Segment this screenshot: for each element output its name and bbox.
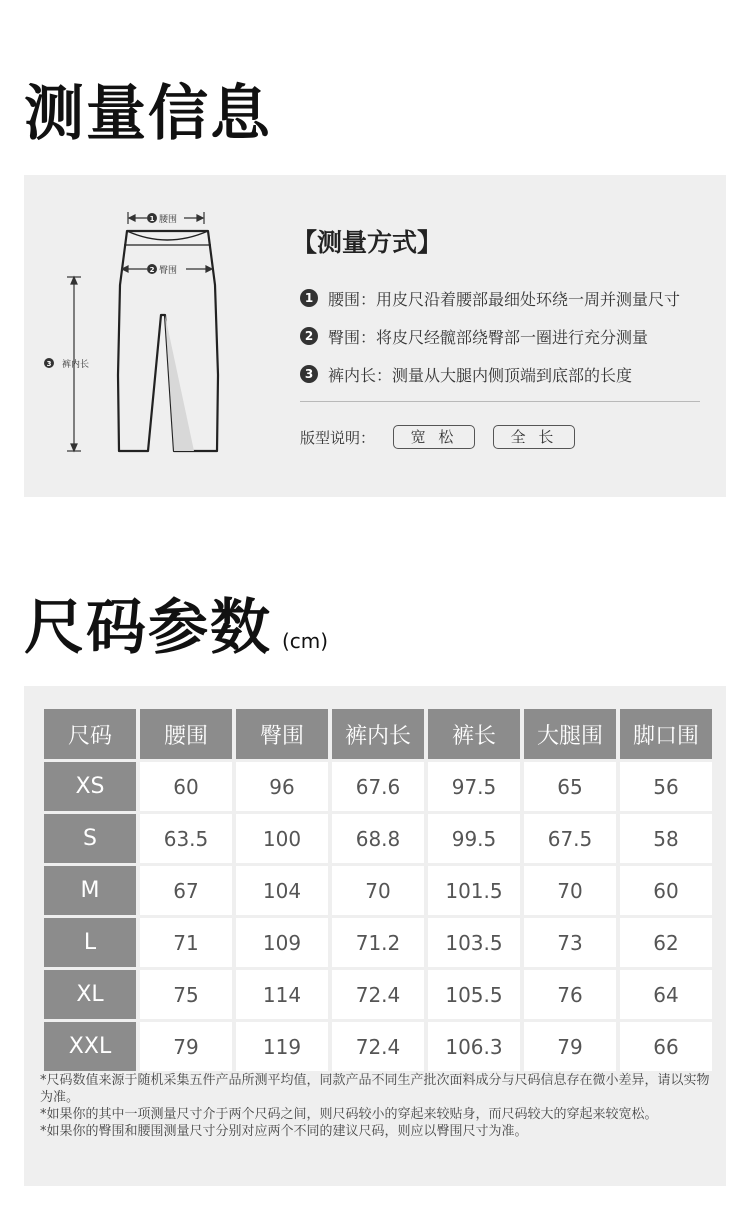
table-cell: 119 — [236, 1022, 328, 1071]
header-size: 尺码 — [44, 709, 136, 759]
table-cell: 73 — [524, 918, 616, 967]
measure-info-title: 测量信息 — [24, 79, 272, 149]
header-length: 裤长 — [428, 709, 520, 759]
fit-tag-full-length: 全 长 — [493, 425, 575, 449]
method-item-waist — [300, 279, 680, 317]
table-cell: 66 — [620, 1022, 712, 1071]
table-cell: 96 — [236, 762, 328, 811]
table-cell: 105.5 — [428, 970, 520, 1019]
unit-label: (cm) — [282, 629, 329, 653]
size-cell: M — [44, 866, 136, 915]
table-cell: 72.4 — [332, 1022, 424, 1071]
table-cell: 79 — [140, 1022, 232, 1071]
svg-text:3: 3 — [46, 360, 52, 368]
divider — [300, 401, 700, 402]
table-cell: 71.2 — [332, 918, 424, 967]
table-cell: 109 — [236, 918, 328, 967]
table-cell: 62 — [620, 918, 712, 967]
table-row — [44, 866, 712, 915]
size-cell: L — [44, 918, 136, 967]
note-item: *如果你的其中一项测量尺寸介于两个尺码之间，则尺码较小的穿起来较贴身，而尺码较大的穿起来较宽松。 — [40, 1107, 658, 1122]
fit-description — [300, 425, 575, 449]
table-cell: 67.5 — [524, 814, 616, 863]
number-3-icon: 3 — [300, 365, 318, 383]
table-cell: 64 — [620, 970, 712, 1019]
table-row — [44, 1022, 712, 1071]
method-text: 臀围：将皮尺经髋部绕臀部一圈进行充分测量 — [328, 327, 649, 347]
table-row — [44, 762, 712, 811]
svg-text:2: 2 — [149, 266, 155, 274]
table-cell: 67 — [140, 866, 232, 915]
note-item: *如果你的臀围和腰围测量尺寸分别对应两个不同的建议尺码，则应以臀围尺寸为准。 — [40, 1124, 528, 1139]
fit-label: 版型说明： — [300, 428, 376, 447]
table-row — [44, 970, 712, 1019]
table-cell: 99.5 — [428, 814, 520, 863]
table-cell: 106.3 — [428, 1022, 520, 1071]
table-cell: 104 — [236, 866, 328, 915]
method-text: 裤内长：测量从大腿内侧顶端到底部的长度 — [328, 365, 633, 385]
table-cell: 103.5 — [428, 918, 520, 967]
table-cell: 60 — [620, 866, 712, 915]
header-hip: 臀围 — [236, 709, 328, 759]
method-item-inseam — [300, 355, 680, 393]
size-cell: XL — [44, 970, 136, 1019]
number-1-icon: 1 — [300, 289, 318, 307]
number-2-icon: 2 — [300, 327, 318, 345]
method-item-hip — [300, 317, 680, 355]
waist-label: 腰围 — [159, 215, 178, 225]
method-title: 【测量方式】 — [292, 228, 443, 257]
hip-label: 臀围 — [159, 266, 178, 276]
note-item: *尺码数值来源于随机采集五件产品所测平均值，同款产品不同生产批次面料成分与尺码信息存在微小差异，请以实物为准。 — [40, 1073, 710, 1105]
table-cell: 76 — [524, 970, 616, 1019]
header-inseam: 裤内长 — [332, 709, 424, 759]
table-cell: 70 — [524, 866, 616, 915]
table-cell: 56 — [620, 762, 712, 811]
measure-panel — [24, 175, 726, 497]
size-cell: XS — [44, 762, 136, 811]
table-cell: 65 — [524, 762, 616, 811]
size-params-title — [24, 593, 329, 663]
table-cell: 75 — [140, 970, 232, 1019]
table-cell: 97.5 — [428, 762, 520, 811]
size-notes — [40, 1072, 712, 1140]
svg-text:1: 1 — [149, 215, 155, 223]
size-panel — [24, 686, 726, 1186]
header-thigh: 大腿围 — [524, 709, 616, 759]
table-cell: 71 — [140, 918, 232, 967]
size-cell: S — [44, 814, 136, 863]
table-header-row — [44, 709, 712, 759]
method-text: 腰围：用皮尺沿着腰部最细处环绕一周并测量尺寸 — [328, 289, 681, 309]
size-table — [40, 706, 716, 1074]
table-cell: 67.6 — [332, 762, 424, 811]
table-cell: 79 — [524, 1022, 616, 1071]
table-cell: 58 — [620, 814, 712, 863]
table-cell: 70 — [332, 866, 424, 915]
header-waist: 腰围 — [140, 709, 232, 759]
table-cell: 72.4 — [332, 970, 424, 1019]
pants-diagram — [24, 175, 274, 497]
table-cell: 68.8 — [332, 814, 424, 863]
header-hem: 脚口围 — [620, 709, 712, 759]
table-cell: 100 — [236, 814, 328, 863]
table-cell: 60 — [140, 762, 232, 811]
table-cell: 63.5 — [140, 814, 232, 863]
table-cell: 101.5 — [428, 866, 520, 915]
fit-tag-loose: 宽 松 — [393, 425, 475, 449]
size-cell: XXL — [44, 1022, 136, 1071]
table-cell: 114 — [236, 970, 328, 1019]
table-row — [44, 814, 712, 863]
size-title-text: 尺码参数 — [24, 593, 272, 663]
inseam-label: 裤内长 — [62, 360, 90, 370]
table-row — [44, 918, 712, 967]
method-list — [300, 279, 680, 393]
